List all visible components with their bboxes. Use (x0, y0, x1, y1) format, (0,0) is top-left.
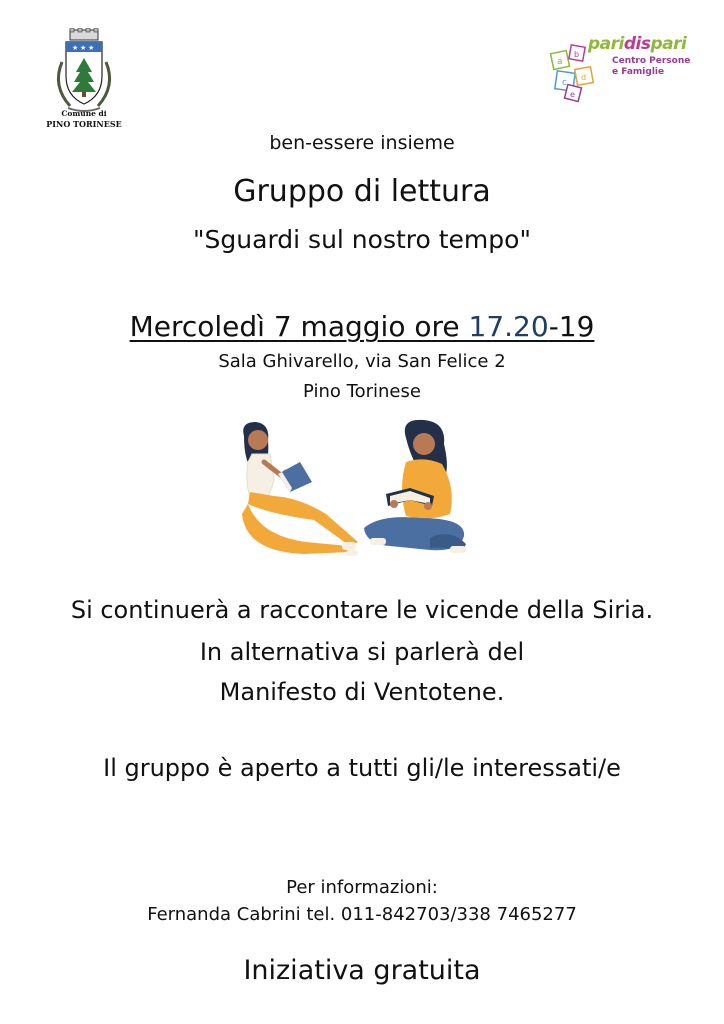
logo-title (588, 34, 686, 54)
svg-text:e: e (570, 90, 575, 99)
info-contact: Fernanda Cabrini tel. 011-842703/338 7465277 (147, 904, 577, 925)
logo-part3: pari (650, 34, 687, 54)
svg-text:b: b (574, 50, 580, 59)
two-women-reading-illustration (230, 418, 478, 568)
municipality-name (30, 109, 138, 129)
logo-subtitle-line1: Centro Persone (612, 56, 691, 66)
svg-text:a: a (557, 57, 563, 67)
event-date (0, 310, 724, 343)
description-line3: Manifesto di Ventotene. (219, 678, 505, 706)
event-city: Pino Torinese (303, 381, 421, 402)
info-label: Per informazioni: (286, 877, 438, 898)
time-start: 17.20 (468, 310, 549, 343)
svg-text:d: d (581, 73, 587, 82)
svg-text:★: ★ (72, 44, 79, 52)
svg-text:c: c (562, 78, 567, 88)
description-line2: In alternativa si parlerà del (199, 638, 525, 666)
time-end: -19 (548, 310, 595, 343)
event-venue: Sala Ghivarello, via San Felice 2 (218, 351, 506, 372)
open-to-all-text: Il gruppo è aperto a tutti gli/le interessati/e (103, 754, 621, 782)
logo-subtitle-line2: e Famiglie (612, 67, 665, 77)
kicker-text: ben-essere insieme (269, 132, 455, 154)
logo-part2: dis (623, 34, 651, 54)
date-text: Mercoledì 7 maggio ore (129, 310, 469, 343)
municipality-line1: Comune di (61, 109, 107, 118)
svg-text:★: ★ (80, 44, 87, 52)
municipality-line2: PINO TORINESE (46, 119, 122, 129)
logo-part1: pari (588, 34, 624, 54)
page-title: Gruppo di lettura (233, 174, 491, 209)
logo-subtitle (612, 56, 690, 78)
description-line1: Si continuerà a raccontare le vicende della Siria. (70, 596, 654, 624)
free-event-footer: Iniziativa gratuita (243, 955, 481, 986)
svg-text:★: ★ (88, 44, 95, 52)
page-subtitle: "Sguardi sul nostro tempo" (193, 225, 531, 254)
